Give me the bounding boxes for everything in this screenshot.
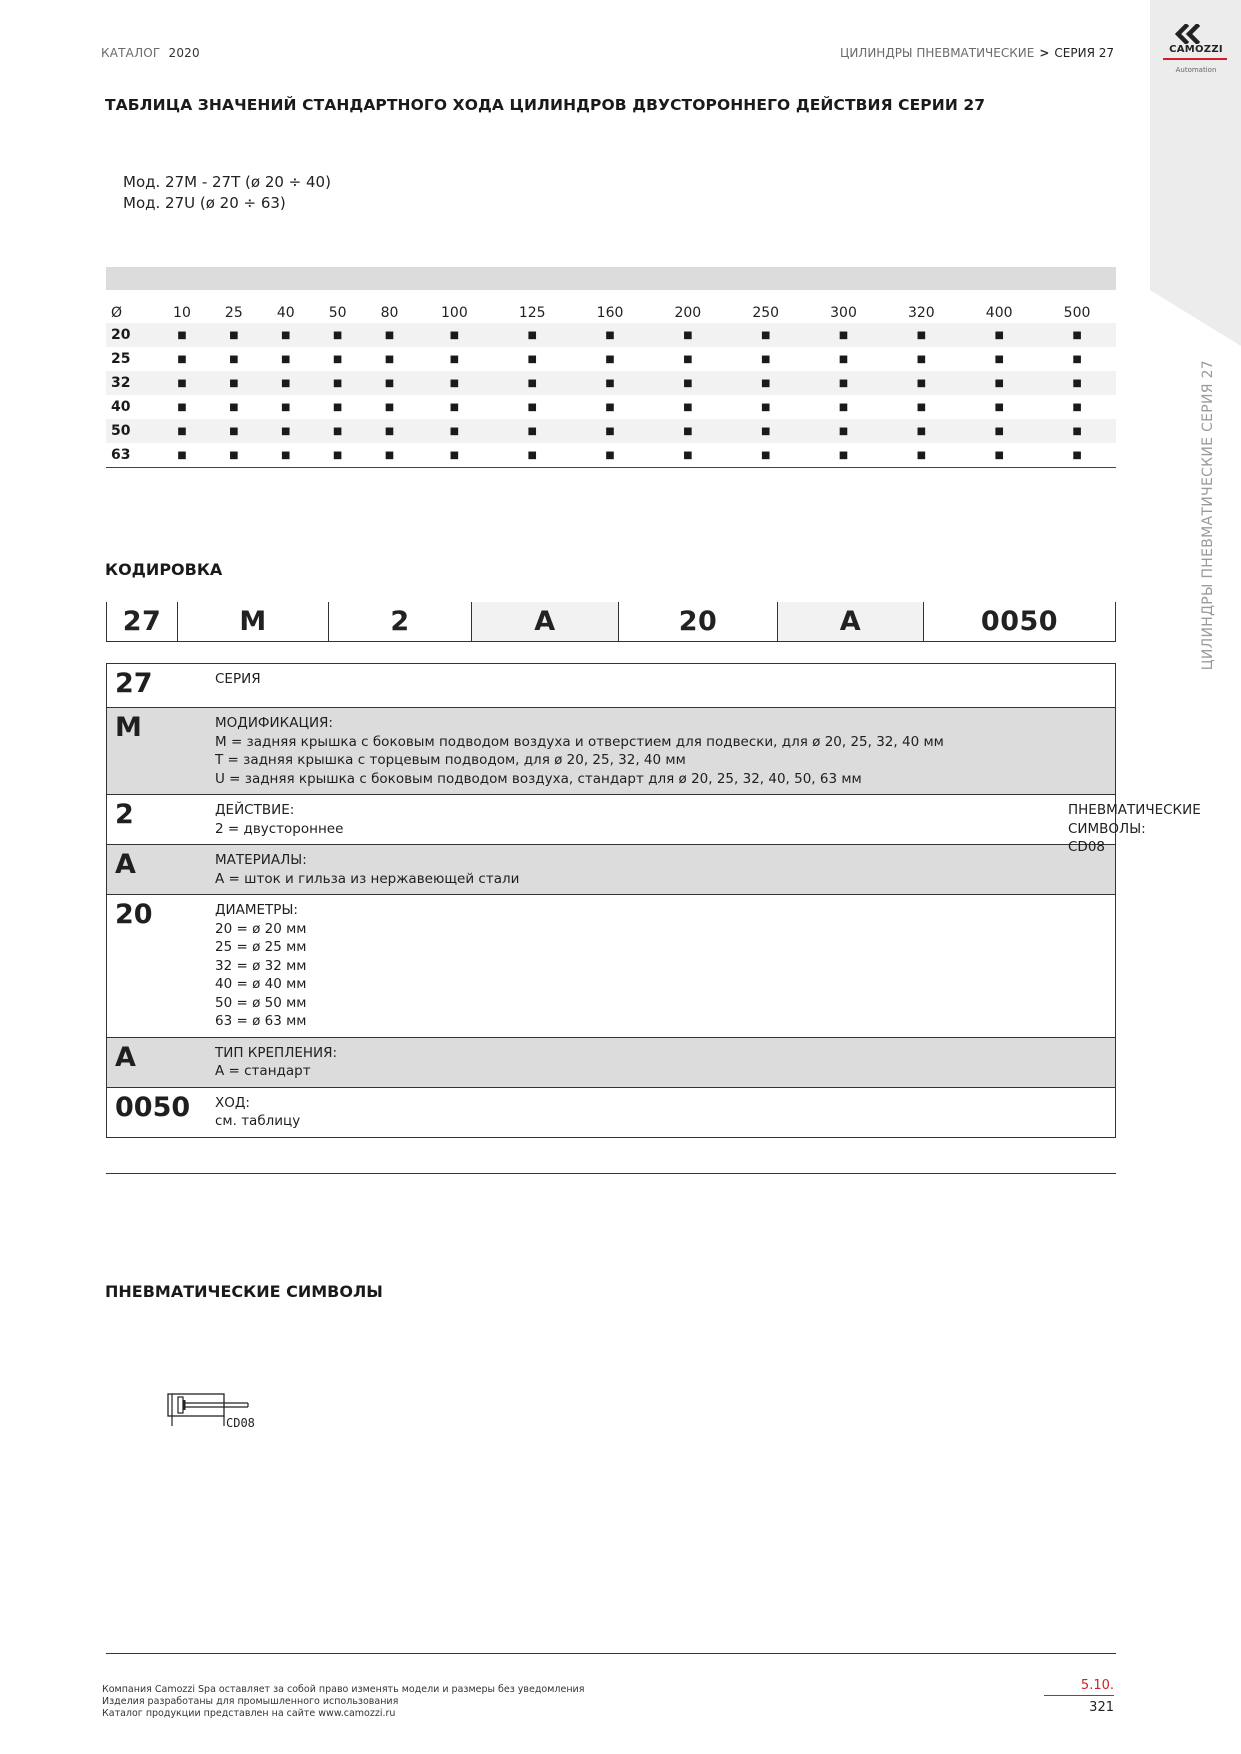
catalog-year: 2020: [168, 46, 200, 60]
stroke-row-diameter: 25: [111, 351, 131, 367]
stroke-header: 500: [1063, 305, 1091, 321]
stroke-header: 200: [674, 305, 702, 321]
available-mark: ■: [384, 401, 395, 413]
available-mark: ■: [605, 353, 615, 365]
footer-divider: [106, 1653, 1116, 1654]
legend-heading: МОДИФИКАЦИЯ:: [215, 715, 333, 731]
available-mark: ■: [994, 401, 1004, 413]
legend-key: A: [107, 1037, 216, 1087]
legend-description: [215, 895, 1116, 1038]
available-mark: ■: [805, 323, 883, 347]
legend-line: U = задняя крышка с боковым подводом воздуха, стандарт для ø 20, 25, 32, 40, 50, 63 мм: [215, 770, 862, 787]
legend-line: 63 = ø 63 мм: [215, 1013, 307, 1029]
footer-line: Каталог продукции представлен на сайте www.camozzi.ru: [102, 1708, 396, 1719]
catalog-label-text: КАТАЛОГ: [101, 46, 161, 60]
section-number: 5.10.: [1080, 1678, 1114, 1693]
code-part-diameter: 20: [619, 602, 778, 642]
legend-row: [107, 895, 1116, 1038]
code-part-material: A: [472, 602, 619, 642]
breadcrumb-current: СЕРИЯ 27: [1054, 46, 1114, 60]
available-mark: ■: [415, 419, 493, 443]
available-mark: ■: [571, 419, 649, 443]
legend-heading: ХОД:: [215, 1094, 250, 1111]
legend-symbols-line: CD08: [1068, 839, 1105, 855]
available-mark: ■: [683, 401, 693, 413]
side-band-corner: [1150, 290, 1241, 346]
available-mark: ■: [882, 443, 960, 468]
side-vertical-text: ЦИЛИНДРЫ ПНЕВМАТИЧЕСКИЕ СЕРИЯ 27: [1200, 360, 1216, 671]
legend-line: 32 = ø 32 мм: [215, 957, 307, 974]
brand-underline: [1163, 58, 1227, 60]
available-mark: ■: [449, 401, 460, 413]
available-mark: ■: [960, 323, 1038, 347]
available-mark: ■: [805, 371, 883, 395]
available-mark: ■: [882, 419, 960, 443]
breadcrumb-section: ЦИЛИНДРЫ ПНЕВМАТИЧЕСКИЕ: [840, 46, 1035, 60]
available-mark: ■: [916, 353, 927, 365]
available-mark: ■: [527, 401, 537, 413]
legend-heading: ТИП КРЕПЛЕНИЯ:: [215, 1044, 338, 1061]
available-mark: ■: [493, 323, 571, 347]
legend-line: 50 = ø 50 мм: [215, 994, 307, 1011]
legend-row: [107, 664, 1116, 708]
legend-row: [107, 1037, 1116, 1087]
stroke-row: [106, 419, 1116, 443]
stroke-header: 80: [380, 305, 399, 321]
model-line-1: Мод. 27M - 27T (ø 20 ÷ 40): [123, 173, 331, 191]
available-mark: ■: [727, 419, 805, 443]
available-mark: ■: [960, 443, 1038, 468]
stroke-header: 40: [276, 305, 295, 321]
legend-key: M: [107, 708, 216, 795]
available-mark: ■: [1072, 353, 1082, 365]
available-mark: ■: [312, 323, 364, 347]
available-mark: ■: [177, 401, 187, 413]
available-mark: ■: [649, 443, 727, 468]
stroke-header: 25: [224, 305, 243, 321]
available-mark: ■: [649, 371, 727, 395]
available-mark: ■: [208, 443, 260, 468]
legend-key: 20: [107, 895, 216, 1038]
available-mark: ■: [571, 323, 649, 347]
available-mark: ■: [493, 419, 571, 443]
stroke-row: [106, 323, 1116, 347]
available-mark: ■: [364, 443, 416, 468]
available-mark: ■: [571, 443, 649, 468]
available-mark: ■: [882, 371, 960, 395]
available-mark: ■: [571, 371, 649, 395]
available-mark: ■: [312, 371, 364, 395]
available-mark: ■: [1038, 323, 1116, 347]
legend-line: 25 = ø 25 мм: [215, 939, 307, 955]
available-mark: ■: [527, 353, 537, 365]
legend-line: A = шток и гильза из нержавеющей стали: [215, 870, 520, 887]
available-mark: ■: [882, 323, 960, 347]
legend-heading: МАТЕРИАЛЫ:: [215, 852, 307, 868]
brand-sub: Automation: [1175, 66, 1217, 74]
legend-row: [107, 795, 1116, 845]
stroke-row: [106, 395, 1116, 419]
legend-line: 20 = ø 20 мм: [215, 920, 307, 937]
available-mark: ■: [838, 353, 849, 365]
legend-description: [215, 845, 1116, 895]
available-mark: ■: [605, 401, 615, 413]
available-mark: ■: [208, 419, 260, 443]
available-mark: ■: [312, 419, 364, 443]
brand-name: CAMOZZI: [1169, 44, 1223, 55]
available-mark: ■: [156, 443, 208, 468]
available-mark: ■: [1038, 371, 1116, 395]
legend-key: 2: [107, 795, 216, 845]
legend-key: A: [107, 845, 216, 895]
code-part-series: 27: [107, 602, 178, 642]
legend-symbols-note: [1068, 801, 1201, 857]
stroke-row-diameter: 50: [106, 419, 156, 443]
legend-row: [107, 845, 1116, 895]
available-mark: ■: [364, 419, 416, 443]
legend-line: 2 = двустороннее: [215, 820, 344, 837]
legend-description: [215, 1087, 1116, 1137]
available-mark: ■: [960, 419, 1038, 443]
available-mark: ■: [384, 353, 395, 365]
legend-line: A = стандарт: [215, 1063, 311, 1079]
available-mark: ■: [229, 353, 239, 365]
coding-strip: [106, 602, 1116, 642]
available-mark: ■: [838, 401, 849, 413]
available-mark: ■: [260, 443, 312, 468]
available-mark: ■: [156, 371, 208, 395]
stroke-header: 250: [752, 305, 780, 321]
legend-line: см. таблицу: [215, 1113, 301, 1129]
available-mark: ■: [1072, 401, 1082, 413]
code-part-mounting: A: [778, 602, 924, 642]
available-mark: ■: [332, 353, 343, 365]
available-mark: ■: [1038, 443, 1116, 468]
available-mark: ■: [364, 371, 416, 395]
coding-title: КОДИРОВКА: [105, 560, 223, 579]
stroke-table-band: [106, 267, 1116, 290]
symbol-label: CD08: [226, 1416, 255, 1430]
available-mark: ■: [281, 401, 291, 413]
symbols-title: ПНЕВМАТИЧЕСКИЕ СИМВОЛЫ: [105, 1282, 383, 1301]
available-mark: ■: [760, 401, 771, 413]
section-divider: [106, 1173, 1116, 1174]
stroke-header: 300: [830, 305, 857, 321]
available-mark: ■: [960, 371, 1038, 395]
stroke-header: 320: [907, 305, 935, 321]
stroke-row: [106, 443, 1116, 468]
available-mark: ■: [649, 323, 727, 347]
available-mark: ■: [156, 419, 208, 443]
available-mark: ■: [332, 401, 343, 413]
brand-logo-icon: [1175, 24, 1205, 44]
legend-heading: ДЕЙСТВИЕ:: [215, 802, 295, 818]
stroke-row-diameter: 32: [106, 371, 156, 395]
breadcrumb: [840, 46, 1114, 60]
legend-line: M = задняя крышка с боковым подводом воздуха и отверстием для подвески, для ø 20, 25, 32, 40 мм: [215, 733, 944, 750]
stroke-table-corner: Ø: [111, 305, 123, 321]
stroke-header: 50: [328, 305, 347, 321]
available-mark: ■: [493, 371, 571, 395]
legend-description: [215, 1037, 1116, 1087]
legend-heading: СЕРИЯ: [215, 671, 261, 687]
available-mark: ■: [415, 323, 493, 347]
legend-row: [107, 1087, 1116, 1137]
stroke-header: 100: [441, 305, 468, 321]
available-mark: ■: [312, 443, 364, 468]
available-mark: ■: [727, 443, 805, 468]
available-mark: ■: [760, 353, 771, 365]
legend-symbols-line: ПНЕВМАТИЧЕСКИЕ СИМВОЛЫ:: [1068, 802, 1201, 837]
available-mark: ■: [281, 353, 291, 365]
legend-line: 40 = ø 40 мм: [215, 976, 307, 992]
footer-line: Изделия разработаны для промышленного использования: [102, 1696, 399, 1707]
available-mark: ■: [415, 443, 493, 468]
available-mark: ■: [727, 371, 805, 395]
page-number-rule: [1044, 1695, 1114, 1696]
available-mark: ■: [177, 353, 187, 365]
stroke-header: 160: [596, 305, 624, 321]
legend-heading: ДИАМЕТРЫ:: [215, 902, 298, 918]
footer-line: Компания Camozzi Spa оставляет за собой право изменять модели и размеры без уведомления: [102, 1684, 585, 1695]
available-mark: ■: [229, 401, 239, 413]
coding-legend: [106, 663, 1201, 1138]
stroke-row-diameter: 63: [106, 443, 156, 468]
legend-row: [107, 708, 1116, 795]
stroke-header: 125: [518, 305, 546, 321]
breadcrumb-separator: >: [1039, 46, 1050, 60]
available-mark: ■: [805, 443, 883, 468]
stroke-header: 400: [985, 305, 1013, 321]
legend-description: [215, 708, 1116, 795]
stroke-row: [106, 371, 1116, 395]
model-line-2: Мод. 27U (ø 20 ÷ 63): [123, 194, 286, 212]
available-mark: ■: [260, 371, 312, 395]
available-mark: ■: [449, 353, 460, 365]
available-mark: ■: [727, 323, 805, 347]
available-mark: ■: [208, 371, 260, 395]
code-part-modification: M: [178, 602, 329, 642]
available-mark: ■: [156, 323, 208, 347]
footer-notes: [102, 1684, 584, 1720]
stroke-row: [106, 347, 1116, 371]
code-part-stroke: 0050: [924, 602, 1116, 642]
available-mark: ■: [260, 419, 312, 443]
catalog-label: [101, 46, 200, 60]
available-mark: ■: [994, 353, 1004, 365]
available-mark: ■: [260, 323, 312, 347]
page-number: 321: [1089, 1700, 1114, 1715]
stroke-row-diameter: 40: [111, 399, 131, 415]
page-title: ТАБЛИЦА ЗНАЧЕНИЙ СТАНДАРТНОГО ХОДА ЦИЛИНДРОВ ДВУСТОРОННЕГО ДЕЙСТВИЯ СЕРИИ 27: [105, 96, 986, 114]
code-part-action: 2: [329, 602, 472, 642]
legend-key: 0050: [107, 1087, 216, 1137]
available-mark: ■: [1038, 419, 1116, 443]
available-mark: ■: [493, 443, 571, 468]
stroke-header: 10: [173, 305, 191, 321]
legend-key: 27: [107, 664, 216, 708]
legend-description: [215, 795, 1201, 855]
available-mark: ■: [805, 419, 883, 443]
available-mark: ■: [916, 401, 927, 413]
legend-line: T = задняя крышка с торцевым подводом, для ø 20, 25, 32, 40 мм: [215, 752, 686, 768]
available-mark: ■: [364, 323, 416, 347]
available-mark: ■: [649, 419, 727, 443]
available-mark: ■: [208, 323, 260, 347]
legend-description: [215, 664, 1116, 708]
stroke-table: [106, 267, 1116, 468]
available-mark: ■: [683, 353, 693, 365]
stroke-row-diameter: 20: [106, 323, 156, 347]
available-mark: ■: [415, 371, 493, 395]
models-note: [123, 172, 331, 214]
